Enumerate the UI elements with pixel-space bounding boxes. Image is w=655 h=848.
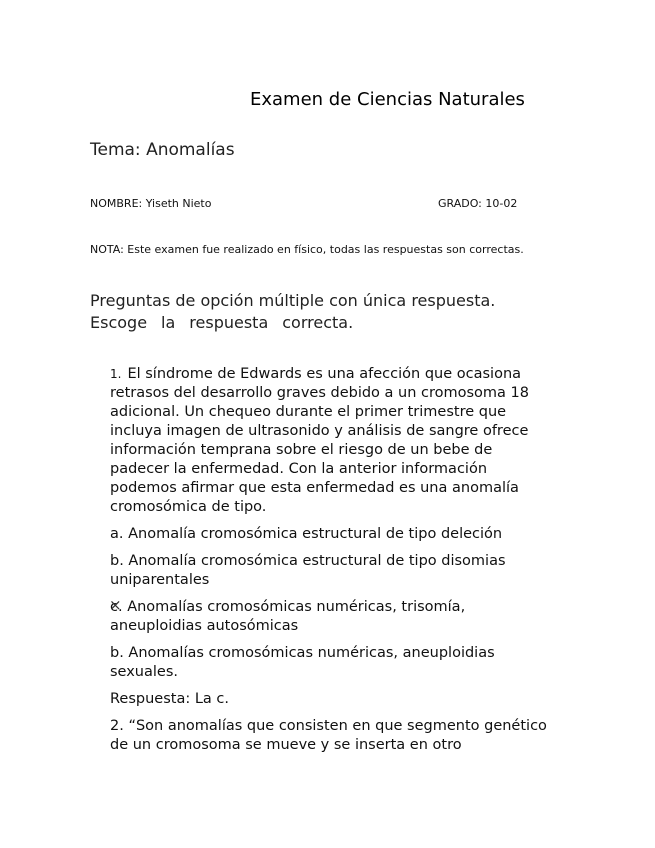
option-c-selected	[110, 598, 580, 636]
instructions-line-1: Preguntas de opción múltiple con única respuesta.	[90, 291, 496, 310]
instruction-word: Escoge	[90, 313, 148, 332]
question-1-line: incluya imagen de ultrasonido y análisis de sangre ofrece	[110, 423, 529, 439]
student-name: NOMBRE: Yiseth Nieto	[90, 197, 212, 210]
instructions	[90, 290, 495, 334]
instruction-word: la	[161, 313, 176, 332]
option-d	[110, 644, 580, 682]
question-1-line: información temprana sobre el riesgo de un bebe de	[110, 442, 493, 458]
question-1-number: 1.	[110, 367, 122, 381]
question-1-line: adicional. Un chequeo durante el primer trimestre que	[110, 404, 507, 420]
question-block	[110, 365, 580, 763]
instruction-word: respuesta	[189, 313, 269, 332]
instructions-line-2	[90, 312, 495, 334]
option-b-line: uniparentales	[110, 572, 210, 588]
answer: Respuesta: La c.	[110, 691, 229, 707]
question-1-line: retrasos del desarrollo graves debido a un cromosoma 18	[110, 385, 529, 401]
option-a: a. Anomalía cromosómica estructural de tipo deleción	[110, 526, 503, 542]
exam-topic: Tema: Anomalías	[90, 140, 235, 160]
question-1-line: El síndrome de Edwards es una afección que ocasiona	[127, 366, 522, 382]
student-grade: GRADO: 10-02	[438, 197, 518, 210]
exam-note: NOTA: Este examen fue realizado en físico, todas las respuestas son correctas.	[90, 243, 524, 256]
question-1-line: padecer la enfermedad. Con la anterior información	[110, 461, 488, 477]
option-d-line: sexuales.	[110, 664, 178, 680]
option-b	[110, 552, 580, 590]
question-2-line: de un cromosoma se mueve y se inserta en otro	[110, 737, 462, 753]
instruction-word: correcta.	[282, 313, 354, 332]
option-c-line: . Anomalías cromosómicas numéricas, trisomía,	[117, 599, 466, 615]
question-2-text	[110, 717, 580, 755]
question-1-line: podemos afirmar que esta enfermedad es una anomalía	[110, 480, 519, 496]
selected-mark-icon: c ×	[110, 598, 118, 617]
option-d-line: b. Anomalías cromosómicas numéricas, aneuploidias	[110, 645, 495, 661]
option-c-line: aneuploidias autosómicas	[110, 618, 299, 634]
question-1-text	[110, 365, 580, 517]
exam-title: Examen de Ciencias Naturales	[250, 89, 525, 110]
question-2-line: 2. “Son anomalías que consisten en que segmento genético	[110, 718, 547, 734]
option-b-line: b. Anomalía cromosómica estructural de tipo disomias	[110, 553, 506, 569]
question-1-line: cromosómica de tipo.	[110, 499, 267, 515]
